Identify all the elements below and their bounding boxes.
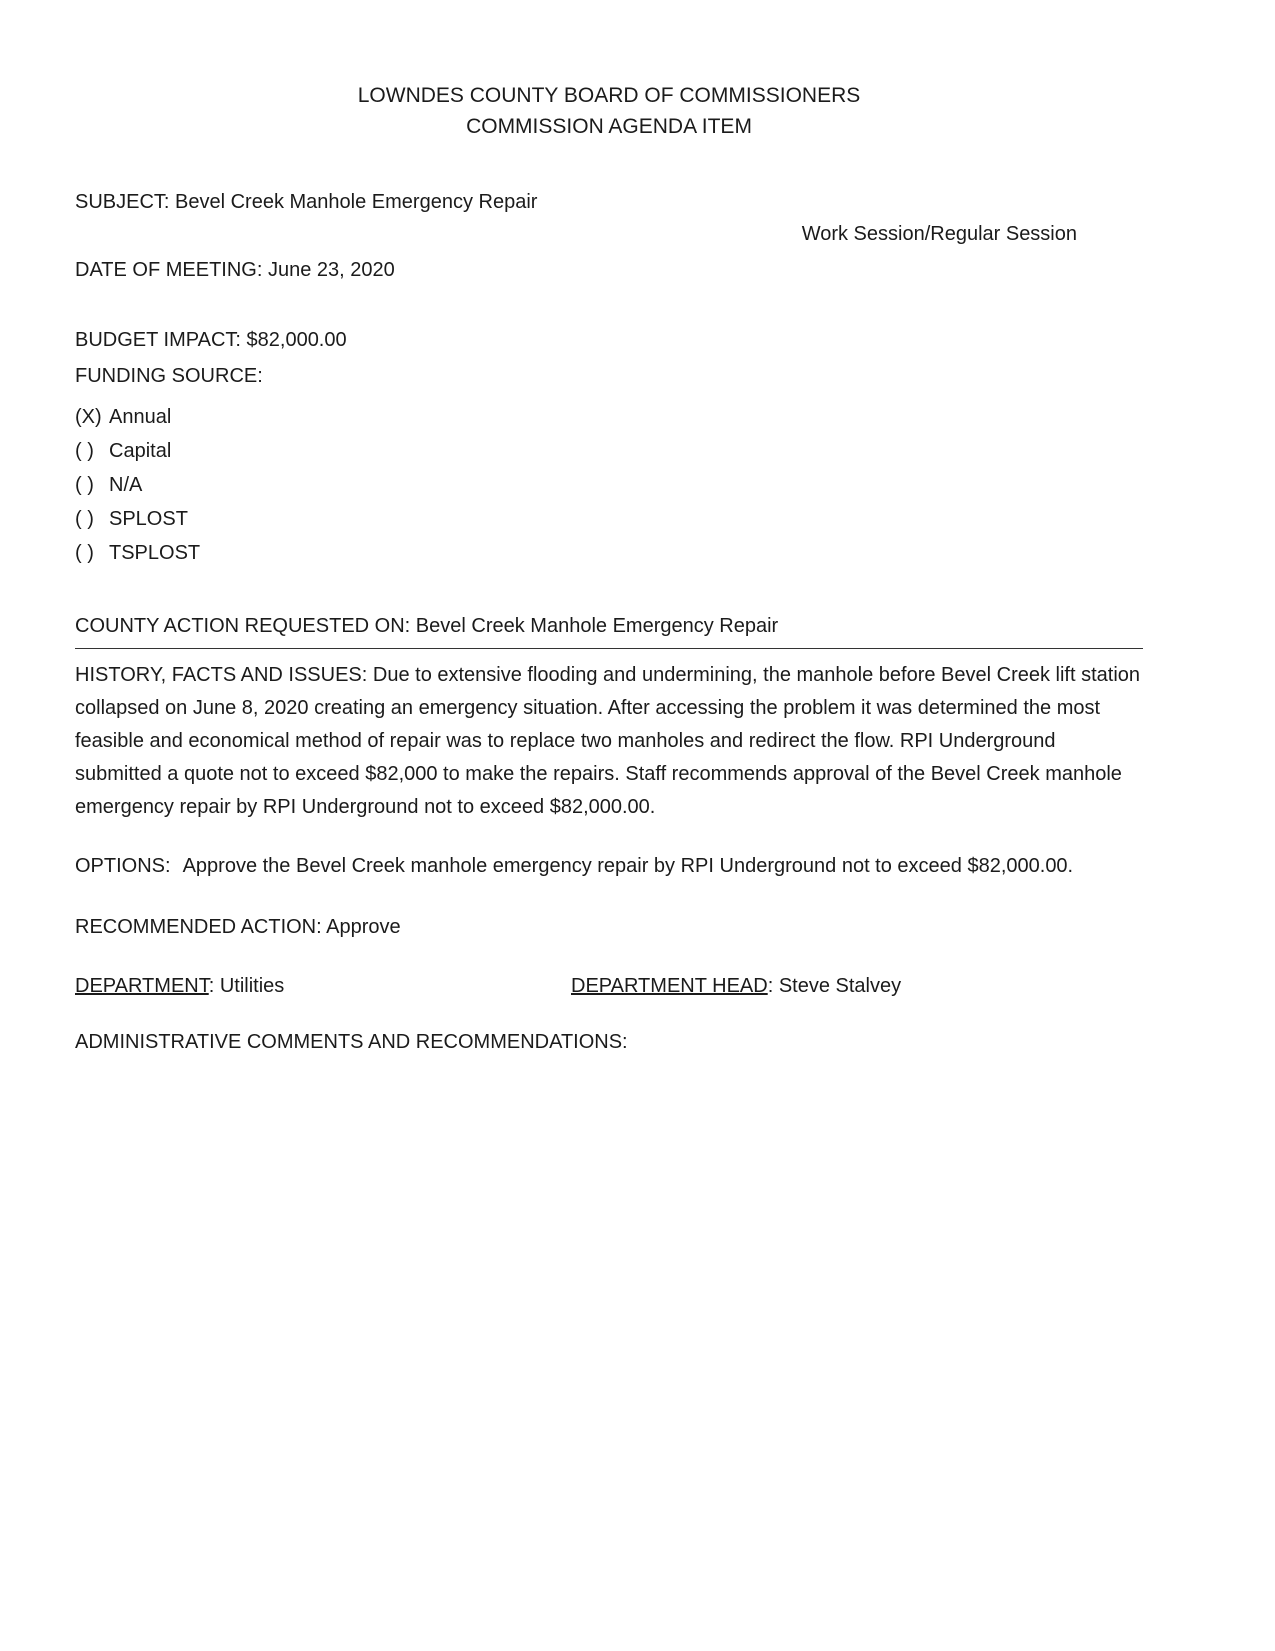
meeting-date-value: June 23, 2020 <box>267 259 395 281</box>
recommended-action-value: Approve <box>326 916 401 938</box>
subject-value: Bevel Creek Manhole Emergency Repair <box>175 191 538 213</box>
department-label: DEPARTMENT <box>75 975 209 997</box>
funding-option-capital <box>75 434 1143 468</box>
meeting-date-label: DATE OF MEETING: <box>75 259 263 281</box>
budget-impact-label: BUDGET IMPACT: <box>75 329 241 351</box>
county-action-value: Bevel Creek Manhole Emergency Repair <box>415 615 779 637</box>
department-head-label: DEPARTMENT HEAD <box>571 975 768 997</box>
county-action-label: COUNTY ACTION REQUESTED ON: <box>75 615 411 637</box>
recommended-action-label: RECOMMENDED ACTION: <box>75 916 322 938</box>
county-action-line <box>75 612 1143 649</box>
department-head-value: : Steve Stalvey <box>767 975 902 997</box>
funding-option-label: Capital <box>109 440 172 462</box>
budget-impact-line <box>75 326 1143 354</box>
funding-option-label: SPLOST <box>109 508 188 530</box>
department-line <box>75 975 571 998</box>
subject-label: SUBJECT: <box>75 191 170 213</box>
budget-impact-value: $82,000.00 <box>246 329 347 351</box>
options-text: Approve the Bevel Creek manhole emergency repair by RPI Underground not to exceed $82,000.00. <box>182 855 1074 877</box>
funding-option-tsplost <box>75 536 1143 570</box>
options-paragraph <box>75 850 1143 883</box>
funding-option-label: N/A <box>109 474 143 496</box>
department-head-line <box>571 975 1067 998</box>
admin-comments-label: ADMINISTRATIVE COMMENTS AND RECOMMENDATIONS: <box>75 1031 628 1053</box>
session-type: Work Session/Regular Session <box>801 223 1077 245</box>
document-header <box>75 80 1143 142</box>
document-title: LOWNDES COUNTY BOARD OF COMMISSIONERS <box>357 84 861 107</box>
funding-source-label: FUNDING SOURCE: <box>75 365 263 387</box>
history-text: Due to extensive flooding and undermining, the manhole before Bevel Creek lift station collapsed on June 8, 2020 creating an emergency situation. After accessing the problem it was determined the most feasible and economical method of repair was to replace two manholes and redirect the flow. RPI Underground submitted a quote not to exceed $82,000 to make the repairs. Staff recommends approval of the Bevel Creek manhole emergency repair by RPI Underground not to exceed $82,000.00. <box>75 664 1146 818</box>
funding-option-annual <box>75 400 1143 434</box>
history-label: HISTORY, FACTS AND ISSUES: <box>75 664 368 686</box>
funding-option-splost <box>75 502 1143 536</box>
funding-option-label: TSPLOST <box>109 542 201 564</box>
checkbox-marker: ( ) <box>75 542 94 564</box>
subject-line <box>75 188 1143 216</box>
checkbox-marker: ( ) <box>75 474 94 496</box>
checkbox-marker: ( ) <box>75 440 94 462</box>
checkbox-marker: (X) <box>75 406 102 428</box>
department-row <box>75 975 1143 998</box>
funding-options-list <box>75 400 1143 570</box>
department-value: : Utilities <box>208 975 285 997</box>
recommended-action-line <box>75 913 1143 941</box>
options-label: OPTIONS: <box>75 855 171 877</box>
funding-option-na <box>75 468 1143 502</box>
history-paragraph <box>75 659 1146 824</box>
checkbox-marker: ( ) <box>75 508 94 530</box>
funding-option-label: Annual <box>109 406 172 428</box>
meeting-date-line <box>75 256 1143 284</box>
document-subtitle: COMMISSION AGENDA ITEM <box>466 115 752 138</box>
